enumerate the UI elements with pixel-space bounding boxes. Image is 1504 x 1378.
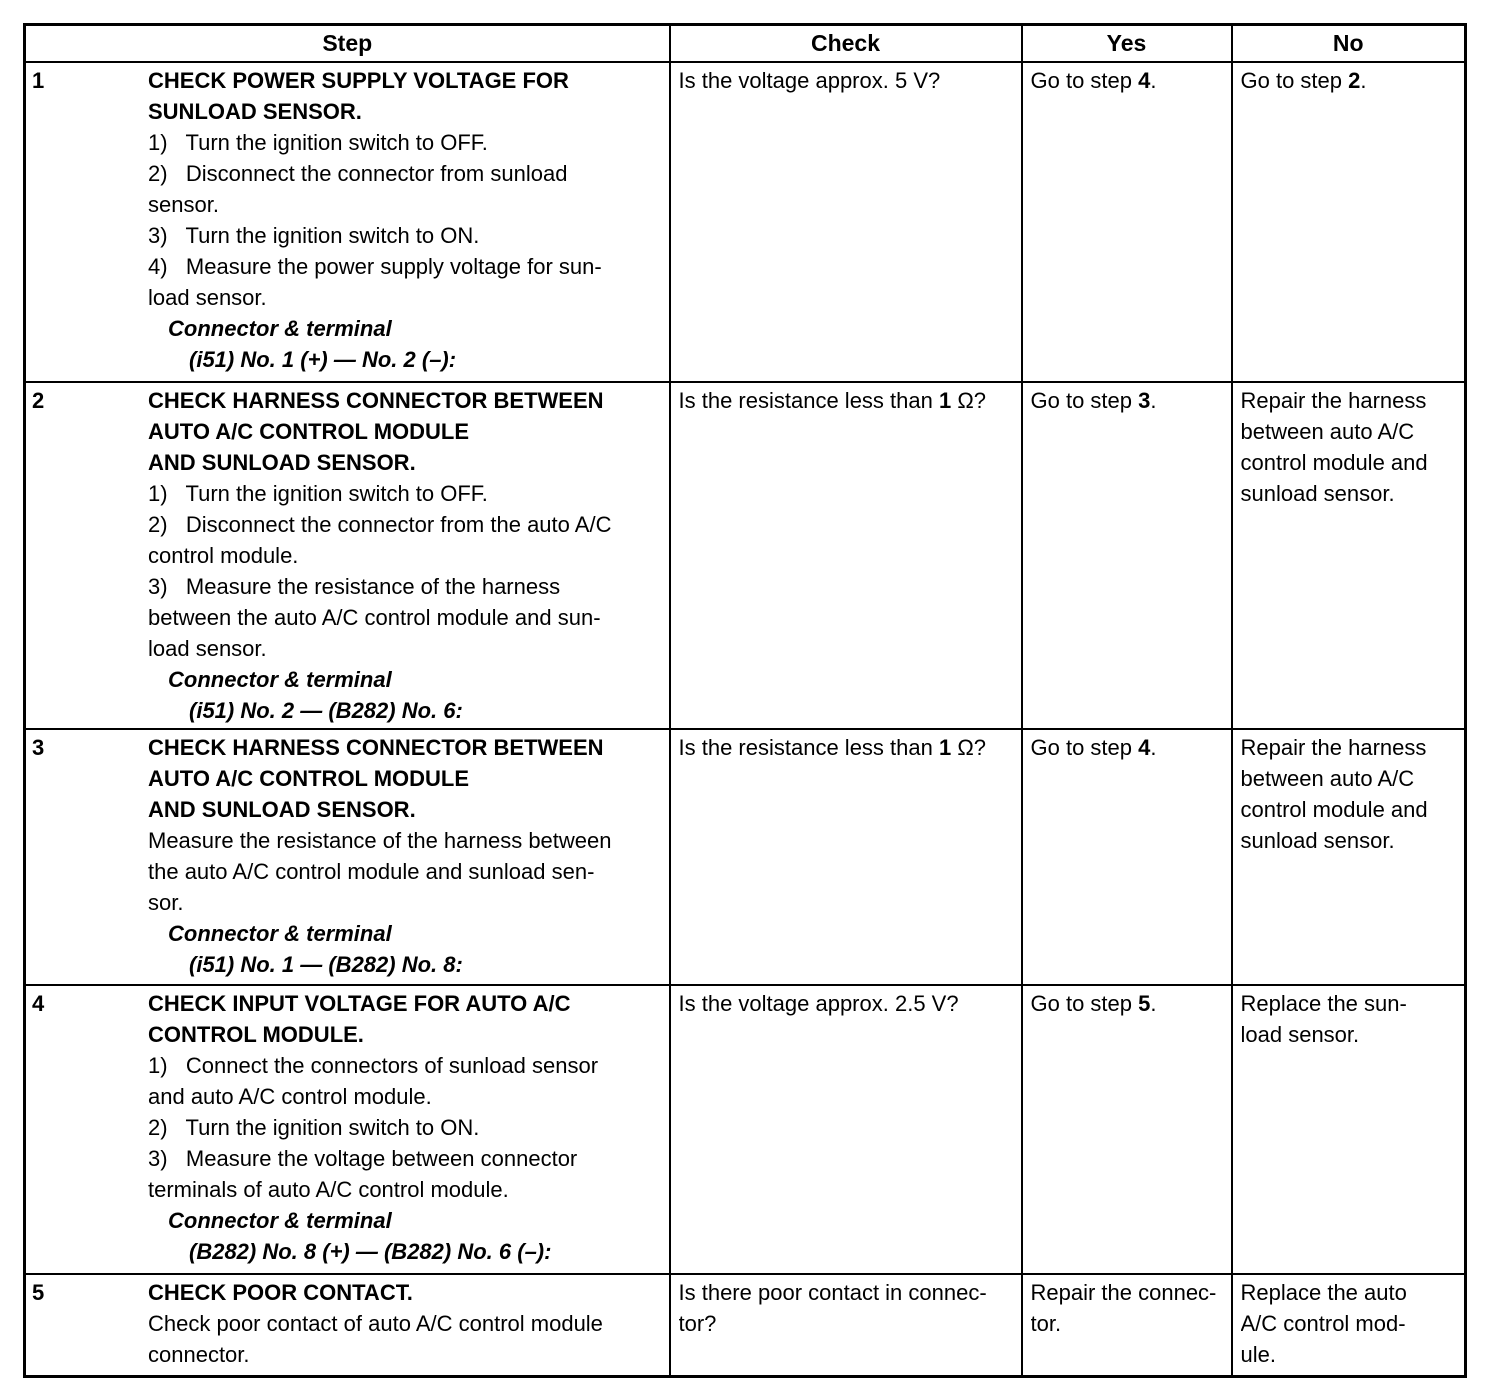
- step-instruction-line: 3) Turn the ignition switch to ON.: [148, 223, 480, 248]
- yes-cell-content: [1031, 988, 1223, 1019]
- text-line: control module and: [1240, 797, 1428, 822]
- check-cell: [670, 62, 1022, 382]
- step-title-line: CHECK HARNESS CONNECTOR BETWEEN: [148, 388, 604, 413]
- table-body: [25, 62, 1466, 1377]
- text-line: Is there poor contact in connec-: [678, 1280, 987, 1305]
- check-cell-content: [679, 1277, 1013, 1339]
- text-line: A/C control mod-: [1240, 1311, 1406, 1336]
- bold-step-ref: 1: [938, 388, 952, 413]
- step-title-line: CHECK HARNESS CONNECTOR BETWEEN: [148, 735, 604, 760]
- table-row: [25, 382, 1466, 729]
- connector-terminal-value: (i51) No. 2 — (B282) No. 6:: [189, 698, 463, 723]
- table-row: [25, 1274, 1466, 1377]
- no-cell: [1232, 382, 1466, 729]
- step-title-line: CONTROL MODULE.: [148, 1022, 364, 1047]
- step-title-line: AND SUNLOAD SENSOR.: [148, 797, 416, 822]
- step-instruction-line: 2) Turn the ignition switch to ON.: [148, 1115, 480, 1140]
- bold-step-ref: 4: [1138, 735, 1151, 760]
- check-cell: [670, 985, 1022, 1274]
- header-yes: Yes: [1022, 25, 1232, 63]
- step-text: [148, 988, 661, 1267]
- step-text: [148, 732, 661, 980]
- text-line: sunload sensor.: [1240, 481, 1395, 506]
- step-cell-content: [32, 732, 661, 980]
- step-title-line: CHECK POWER SUPPLY VOLTAGE FOR: [148, 68, 569, 93]
- yes-cell: [1022, 62, 1232, 382]
- yes-cell-content: [1031, 385, 1223, 416]
- step-instruction-line: load sensor.: [148, 285, 267, 310]
- check-cell: [670, 382, 1022, 729]
- bold-step-ref: 2: [1348, 68, 1361, 93]
- step-number: 1: [32, 68, 45, 93]
- check-cell: [670, 1274, 1022, 1377]
- yes-cell: [1022, 382, 1232, 729]
- text-line: Go to step 4.: [1030, 68, 1157, 93]
- yes-cell: [1022, 729, 1232, 985]
- step-instruction-line: 1) Turn the ignition switch to OFF.: [148, 481, 488, 506]
- step-title-line: AUTO A/C CONTROL MODULE: [148, 419, 470, 444]
- text-line: load sensor.: [1240, 1022, 1360, 1047]
- step-title-line: AND SUNLOAD SENSOR.: [148, 450, 416, 475]
- no-cell-content: [1241, 1277, 1457, 1370]
- step-instruction-line: connector.: [148, 1342, 250, 1367]
- check-cell: [670, 729, 1022, 985]
- header-no: No: [1232, 25, 1466, 63]
- no-cell: [1232, 729, 1466, 985]
- connector-terminal-value: (i51) No. 1 — (B282) No. 8:: [189, 952, 463, 977]
- text-line: Go to step 3.: [1030, 388, 1157, 413]
- no-cell: [1232, 62, 1466, 382]
- step-cell: [25, 1274, 670, 1377]
- yes-cell-content: [1031, 732, 1223, 763]
- header-check: Check: [670, 25, 1022, 63]
- header-row: [25, 25, 1466, 63]
- check-cell-content: [679, 65, 1013, 96]
- no-cell-content: [1241, 65, 1457, 96]
- text-line: Go to step 4.: [1030, 735, 1157, 760]
- step-instruction-line: between the auto A/C control module and sun-: [148, 605, 601, 630]
- step-cell-content: [32, 1277, 661, 1370]
- step-instruction-line: and auto A/C control module.: [148, 1084, 432, 1109]
- text-line: Go to step 2.: [1240, 68, 1367, 93]
- step-title-line: SUNLOAD SENSOR.: [148, 99, 362, 124]
- step-text: [148, 65, 661, 375]
- bold-step-ref: 4: [1138, 68, 1151, 93]
- no-cell-content: [1241, 385, 1457, 509]
- no-cell-content: [1241, 732, 1457, 856]
- text-line: Repair the connec-: [1030, 1280, 1217, 1305]
- no-cell: [1232, 1274, 1466, 1377]
- step-instruction-line: 1) Connect the connectors of sunload sensor: [148, 1053, 599, 1078]
- header-step: Step: [25, 25, 670, 63]
- step-instruction-line: Check poor contact of auto A/C control module: [148, 1311, 603, 1336]
- text-line: Replace the auto: [1240, 1280, 1407, 1305]
- bold-step-ref: 1: [938, 735, 952, 760]
- step-text: [148, 385, 661, 726]
- step-number: 2: [32, 388, 45, 413]
- step-instruction-line: 3) Measure the resistance of the harness: [148, 574, 561, 599]
- no-cell-content: [1241, 988, 1457, 1050]
- step-cell: [25, 382, 670, 729]
- yes-cell: [1022, 1274, 1232, 1377]
- text-line: tor.: [1030, 1311, 1062, 1336]
- step-instruction-line: 3) Measure the voltage between connector: [148, 1146, 578, 1171]
- step-title-line: CHECK INPUT VOLTAGE FOR AUTO A/C: [148, 991, 571, 1016]
- connector-terminal-value: (B282) No. 8 (+) — (B282) No. 6 (–):: [189, 1239, 552, 1264]
- table-row: [25, 985, 1466, 1274]
- text-line: Is the voltage approx. 2.5 V?: [678, 991, 959, 1016]
- text-line: Repair the harness: [1240, 388, 1427, 413]
- step-instruction-line: 4) Measure the power supply voltage for sun-: [148, 254, 602, 279]
- check-cell-content: [679, 385, 1013, 416]
- step-instruction-line: 2) Disconnect the connector from the auto A/C: [148, 512, 612, 537]
- text-line: Is the resistance less than 1 Ω?: [678, 735, 987, 760]
- text-line: tor?: [678, 1311, 717, 1336]
- bold-step-ref: 5: [1138, 991, 1151, 1016]
- yes-cell-content: [1031, 1277, 1223, 1339]
- step-instruction-line: sensor.: [148, 192, 219, 217]
- step-title-line: AUTO A/C CONTROL MODULE: [148, 766, 470, 791]
- connector-terminal-value: (i51) No. 1 (+) — No. 2 (–):: [189, 347, 457, 372]
- diagnostic-table: [23, 23, 1467, 1378]
- text-line: Replace the sun-: [1240, 991, 1407, 1016]
- step-cell: [25, 62, 670, 382]
- step-text: [148, 1277, 661, 1370]
- step-cell: [25, 729, 670, 985]
- step-instruction-line: the auto A/C control module and sunload sen-: [148, 859, 595, 884]
- yes-cell-content: [1031, 65, 1223, 96]
- table-row: [25, 729, 1466, 985]
- step-cell-content: [32, 988, 661, 1267]
- step-instruction-line: control module.: [148, 543, 299, 568]
- table-row: [25, 62, 1466, 382]
- text-line: between auto A/C: [1240, 766, 1415, 791]
- no-cell: [1232, 985, 1466, 1274]
- step-number: 5: [32, 1280, 45, 1305]
- connector-terminal-label: Connector & terminal: [168, 921, 392, 946]
- connector-terminal-label: Connector & terminal: [168, 1208, 392, 1233]
- step-instruction-line: terminals of auto A/C control module.: [148, 1177, 509, 1202]
- step-instruction-line: Measure the resistance of the harness between: [148, 828, 612, 853]
- text-line: Is the voltage approx. 5 V?: [678, 68, 941, 93]
- step-cell: [25, 985, 670, 1274]
- step-number: 3: [32, 735, 45, 760]
- yes-cell: [1022, 985, 1232, 1274]
- step-number: 4: [32, 991, 45, 1016]
- step-instruction-line: 1) Turn the ignition switch to OFF.: [148, 130, 488, 155]
- check-cell-content: [679, 732, 1013, 763]
- text-line: between auto A/C: [1240, 419, 1415, 444]
- step-cell-content: [32, 385, 661, 726]
- text-line: ule.: [1240, 1342, 1276, 1367]
- text-line: Is the resistance less than 1 Ω?: [678, 388, 987, 413]
- text-line: Repair the harness: [1240, 735, 1427, 760]
- check-cell-content: [679, 988, 1013, 1019]
- step-instruction-line: 2) Disconnect the connector from sunload: [148, 161, 568, 186]
- table-header: [25, 25, 1466, 63]
- text-line: sunload sensor.: [1240, 828, 1395, 853]
- bold-step-ref: 3: [1138, 388, 1151, 413]
- text-line: Go to step 5.: [1030, 991, 1157, 1016]
- step-cell-content: [32, 65, 661, 375]
- connector-terminal-label: Connector & terminal: [168, 316, 392, 341]
- step-title-line: CHECK POOR CONTACT.: [148, 1280, 413, 1305]
- step-instruction-line: load sensor.: [148, 636, 267, 661]
- connector-terminal-label: Connector & terminal: [168, 667, 392, 692]
- text-line: control module and: [1240, 450, 1428, 475]
- step-instruction-line: sor.: [148, 890, 184, 915]
